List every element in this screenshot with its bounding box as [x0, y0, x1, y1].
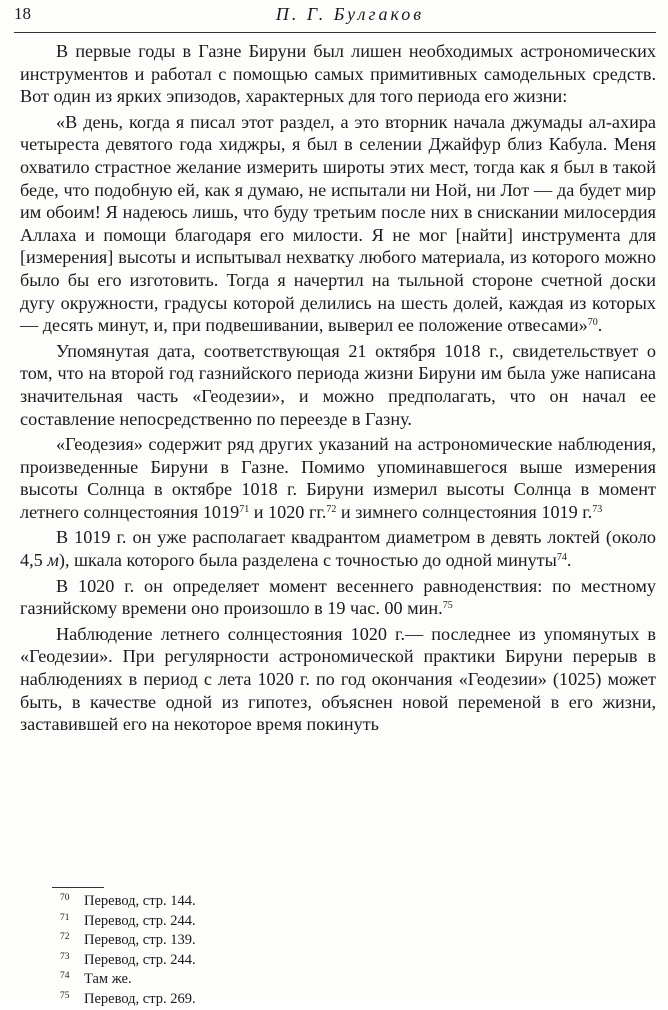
paragraph-text: Упомянутая дата, соответствующая 21 октября 1018 г., свидетельствует о том, что на второй год газнийского периода жизни Бируни им была уже написана значительная часть «Геодезии», и можно предполагать, что он начал ее составление непосредственно по переезде в Газну.: [20, 340, 656, 429]
footnote: 70 Перевод, стр. 144.: [60, 893, 196, 909]
paragraph: [20, 111, 656, 337]
paragraph-text: и 1020 гг.: [249, 501, 327, 522]
paragraph-text: В первые годы в Газне Бируни был лишен необходимых астрономических инструментов и работал с помощью самых примитивных самодельных средств. Вот один из ярких эпизодов, характерных для того периода его жизни:: [20, 41, 656, 107]
header-rule: [14, 32, 656, 33]
paragraph: [20, 623, 656, 736]
footnote-text: Перевод, стр. 244.: [84, 951, 196, 968]
footnote-reference: 72: [326, 503, 337, 515]
paragraph-text: В 1020 г. он определяет момент весеннего равноденствия: по местному газнийскому времени оно произошло в 19 час. 00 мин.: [20, 575, 656, 619]
paragraph-text: «В день, когда я писал этот раздел, а это вторник начала джумады ал-ахира четыреста девятого года хиджры, я был в селении Джайфур близ Кабула. Меня охватило страстное желание измерить широты этих мест, тогда как я был в такой беде, что подобную ей, как я думаю, не испытали ни Ной, ни Лот — да будет мир им обоим! Я надеюсь лишь, что буду третьим после них в снискании милосердия Аллаха и помощи благодаря его милости. Я не мог [найти] инструмента для [измерения] высоты и испытывал нехватку любого материала, из которого можно было бы его изготовить. Тогда я начертил на тыльной стороне счетной доски дугу окружности, градусы которой делились на шесть долей, каждая из которых — десять минут, и, при подвешивании, выверил ее положение отвесами»: [20, 111, 656, 336]
paragraph-text: «Геодезия» содержит ряд других указаний на астрономические наблюдения, произведенные Бируни в Газне. Помимо упоминавшегося выше измерения высоты Солнца в октябре 1018 г. Бируни измерил высоты Солнца в момент летнего солнцестояния 1019: [20, 434, 656, 522]
paragraph-text: .: [566, 550, 572, 571]
footnote-text: Перевод, стр. 269.: [84, 990, 196, 1007]
paragraph-text: Наблюдение летнего солнцестояния 1020 г.— последнее из упомянутых в «Геодезии». При регулярности астрономической практики Бируни перерыв в наблюдениях в период с лета 1020 г. по год окончания «Геодезии» (1025) может быть, в качестве одной из гипотез, объяснен новой переменой в его жизни, заставившей его на некоторое время покинуть: [20, 623, 656, 735]
paragraph-text: .: [597, 315, 603, 336]
footnote-text: Перевод, стр. 244.: [84, 912, 196, 929]
footnote-text: Перевод, стр. 144.: [84, 893, 196, 909]
footnote-text: Перевод, стр. 139.: [84, 932, 196, 949]
footnote-text: Там же.: [84, 971, 132, 988]
footnote: 74 Там же.: [60, 971, 132, 988]
footnote: 73 Перевод, стр. 244.: [60, 951, 196, 968]
paragraph: [20, 340, 656, 430]
paragraph: [20, 526, 656, 571]
paragraph-text: и зимнего солнцестояния 1019 г.: [336, 501, 593, 522]
paragraph: [20, 575, 656, 620]
paragraph-text: В 1019 г. он уже располагает квадрантом диаметром в девять локтей (около 4,5: [20, 527, 656, 571]
footnotes: [60, 892, 460, 1010]
page-number: 18: [14, 4, 31, 23]
main-text: [20, 40, 656, 739]
page-header: [14, 4, 656, 30]
paragraph-text: ), шкала которого была разделена с точностью до одной минуты: [58, 550, 557, 571]
footnote-reference: 71: [239, 503, 250, 515]
footnote: 71 Перевод, стр. 244.: [60, 912, 196, 929]
running-head: П. Г. Булгаков: [275, 4, 425, 24]
footnote-separator: [52, 887, 104, 888]
footnote: 75 Перевод, стр. 269.: [60, 990, 196, 1007]
footnote-reference: 74: [556, 552, 567, 564]
footnote-reference: 75: [442, 600, 453, 612]
footnote: 72 Перевод, стр. 139.: [60, 932, 196, 949]
footnote-reference: 73: [592, 503, 603, 515]
paragraph: [20, 40, 656, 108]
unit-italic: м: [47, 550, 59, 571]
paragraph: [20, 433, 656, 523]
footnote-reference: 70: [587, 317, 598, 329]
